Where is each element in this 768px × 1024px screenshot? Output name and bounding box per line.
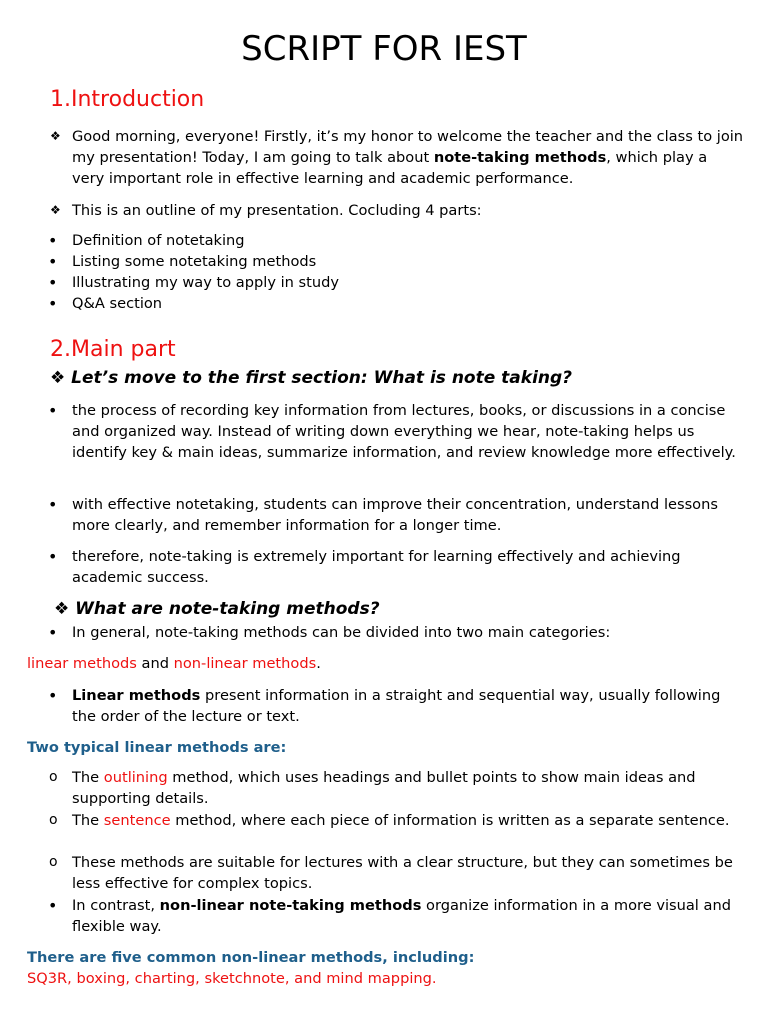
diamond-bullet-icon: ❖	[50, 368, 72, 388]
outline-item: Illustrating my way to apply in study	[72, 274, 340, 291]
sentence-item: The sentence method, where each piece of information is written as a separate sentence.	[72, 812, 730, 829]
nonlinear-list: SQ3R, boxing, charting, sketchnote, and mind mapping.	[27, 970, 437, 987]
section1-bullet: therefore, note-taking is extremely important for learning effectively and achieving academic success.	[72, 548, 681, 586]
bullet-icon: •	[48, 231, 58, 250]
outline-item: Q&A section	[72, 295, 163, 312]
linear-definition: Linear methods present information in a straight and sequential way, usually following the order of the lecture or text.	[72, 687, 721, 725]
circle-bullet-icon: o	[49, 769, 58, 785]
section1-bullet: with effective notetaking, students can improve their concentration, understand lessons more clearly, and remember information for a longer time.	[72, 496, 718, 534]
bullet-icon: •	[48, 623, 58, 642]
bullet-icon: •	[48, 294, 58, 313]
linear-intro: Two typical linear methods are:	[27, 739, 287, 756]
circle-bullet-icon: o	[49, 854, 58, 870]
nonlinear-intro: There are five common non-linear methods, including:	[27, 949, 475, 966]
categories-line: linear methods and non-linear methods.	[27, 655, 321, 672]
section1-bullet: the process of recording key information from lectures, books, or discussions in a concise and organized way. Instead of writing down everything we hear, note-taking helps us identify key & main ideas, summarize information, and review knowledge more effectively.	[72, 402, 736, 461]
main-heading: 2.Main part	[50, 337, 176, 362]
intro-paragraph-1: Good morning, everyone! Firstly, it’s my honor to welcome the teacher and the class to join my presentation! Today, I am going to talk about note-taking methods, which play a very important role in effective learning and academic performance.	[72, 128, 744, 187]
bullet-icon: •	[48, 401, 58, 420]
bullet-icon: •	[48, 547, 58, 566]
bullet-icon: •	[48, 252, 58, 271]
diamond-bullet-icon: ❖	[54, 599, 76, 619]
diamond-bullet-icon: ❖	[50, 129, 61, 143]
section1-heading: ❖ Let’s move to the first section: What is note taking?	[50, 368, 573, 388]
outline-item: Definition of notetaking	[72, 232, 245, 249]
section2-heading: ❖ What are note-taking methods?	[54, 599, 380, 619]
bullet-icon: •	[48, 273, 58, 292]
outlining-item: The outlining method, which uses headings and bullet points to show main ideas and supporting details.	[72, 769, 696, 807]
diamond-bullet-icon: ❖	[50, 203, 61, 217]
intro-paragraph-2: This is an outline of my presentation. Cocluding 4 parts:	[72, 202, 482, 219]
section2-general: In general, note-taking methods can be divided into two main categories:	[72, 624, 611, 641]
bullet-icon: •	[48, 686, 58, 705]
bullet-icon: •	[48, 495, 58, 514]
outline-item: Listing some notetaking methods	[72, 253, 317, 270]
suitable-item: These methods are suitable for lectures with a clear structure, but they can sometimes be less effective for complex topics.	[72, 854, 733, 892]
document-title: SCRIPT FOR IEST	[241, 29, 527, 69]
intro-heading: 1.Introduction	[50, 87, 205, 112]
circle-bullet-icon: o	[49, 812, 58, 828]
bullet-icon: •	[48, 896, 58, 915]
contrast-item: In contrast, non-linear note-taking methods organize information in a more visual and flexible way.	[72, 897, 731, 935]
